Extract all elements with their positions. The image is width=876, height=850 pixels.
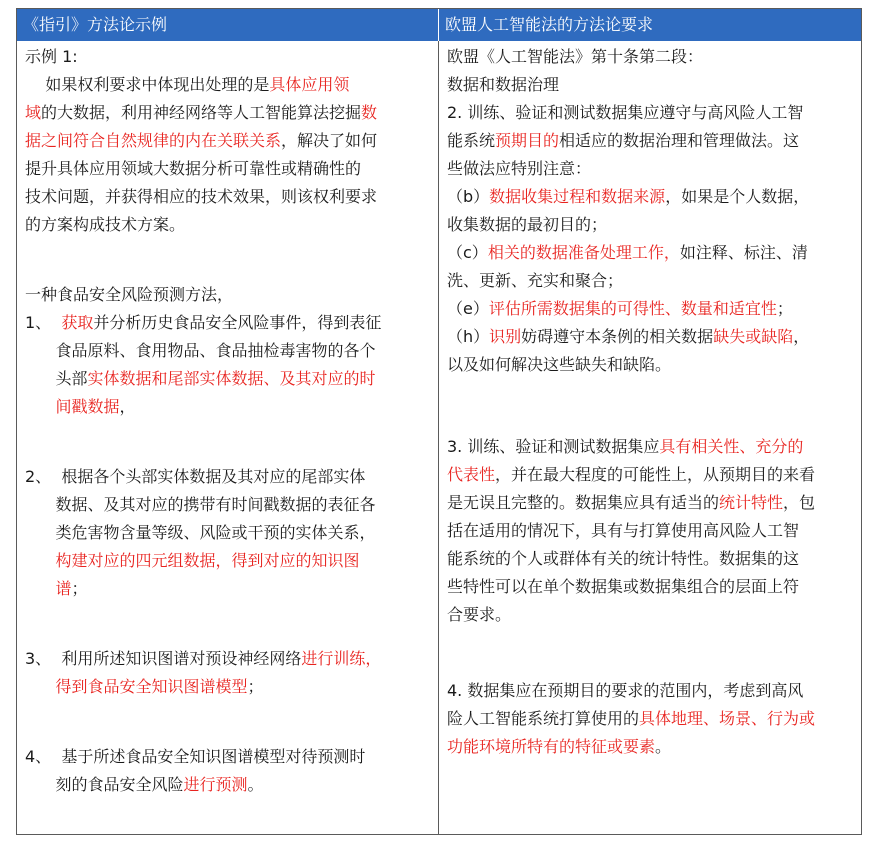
text-line [447, 99, 803, 127]
text-line [25, 43, 78, 71]
highlight-text: 进行训练， [301, 649, 382, 668]
highlight-text: 实体数据和尾部实体数据、及其对应的时 [87, 369, 376, 388]
text-segment: ，如果是个人数据， [665, 187, 810, 206]
text-segment: 能系统的个人或群体有关的统计特性。数据集的这 [447, 549, 800, 568]
highlight-text: 具有相关性、充分的 [659, 437, 804, 456]
text-line [447, 545, 799, 573]
text-segment: 些做法应特别注意： [447, 159, 592, 178]
text-line [25, 127, 377, 155]
text-segment: 1、 [25, 313, 62, 332]
highlight-text: 缺失或缺陷 [713, 327, 794, 346]
highlight-text: 数据收集过程和数据来源 [489, 187, 666, 206]
text-segment: ， [119, 397, 136, 416]
text-line [25, 365, 376, 393]
text-segment: ； [776, 299, 793, 318]
text-segment: 。 [655, 737, 672, 756]
text-line [25, 645, 381, 673]
text-segment: 2、 根据各个头部实体数据及其对应的尾部实体 [25, 467, 366, 486]
text-segment: 技术问题，并获得相应的技术效果，则该权利要求 [25, 187, 378, 206]
text-segment: （c） [447, 243, 488, 262]
text-line [447, 677, 803, 705]
text-segment: 数据和数据治理 [447, 75, 560, 94]
text-segment: 如果权利要求中体现出处理的是 [25, 75, 270, 94]
text-line [25, 463, 365, 491]
text-segment: 能系统 [447, 131, 496, 150]
text-segment: 4. 数据集应在预期目的要求的范围内，考虑到高风 [447, 681, 804, 700]
highlight-text: 代表性 [447, 465, 496, 484]
highlight-text: 间戳数据 [25, 397, 120, 416]
text-line [447, 733, 671, 761]
text-line [447, 43, 703, 71]
right-column [439, 41, 861, 834]
highlight-text: 进行预测 [183, 775, 248, 794]
text-line [25, 491, 376, 519]
text-segment: 以及如何解决这些缺失和缺陷。 [447, 355, 672, 374]
text-line [447, 601, 511, 629]
text-line [25, 743, 365, 771]
text-segment: 些特性可以在单个数据集或数据集组合的层面上符 [447, 577, 800, 596]
text-line [25, 183, 377, 211]
text-segment: 是无误且完整的。数据集应具有适当的 [447, 493, 720, 512]
text-line [447, 155, 591, 183]
highlight-text: 预期目的 [495, 131, 560, 150]
text-segment: ，包 [783, 493, 816, 512]
text-line [447, 295, 793, 323]
text-line [447, 517, 799, 545]
text-line [447, 351, 671, 379]
text-line [447, 71, 559, 99]
text-line [25, 771, 264, 799]
highlight-text: 具体地理、场景、行为或 [639, 709, 816, 728]
text-line [25, 673, 264, 701]
text-segment: 的方案构成技术方案。 [25, 215, 186, 234]
text-segment: 险人工智能系统打算使用的 [447, 709, 640, 728]
text-segment: 4、 基于所述食品安全知识图谱模型对待预测时 [25, 747, 366, 766]
text-segment: 一种食品安全风险预测方法， [25, 285, 234, 304]
text-line [447, 433, 803, 461]
text-segment: 提升具体应用领域大数据分析可靠性或精确性的 [25, 159, 362, 178]
text-segment: 3、 利用所述知识图谱对预设神经网络 [25, 649, 302, 668]
text-line [447, 267, 623, 295]
text-segment: 的大数据，利用神经网络等人工智能算法挖掘 [41, 103, 362, 122]
highlight-text: 得到食品安全知识图谱模型 [25, 677, 248, 696]
text-segment: 括在适用的情况下，具有与打算使用高风险人工智 [447, 521, 800, 540]
text-segment: 3. 训练、验证和测试数据集应 [447, 437, 660, 456]
text-line [447, 573, 799, 601]
text-line [25, 519, 376, 547]
text-segment: ，并在最大程度的可能性上，从预期目的来看 [495, 465, 816, 484]
text-segment: 洗、更新、充实和聚合； [447, 271, 624, 290]
text-segment: ； [247, 677, 264, 696]
header-left: 《指引》方法论示例 [17, 9, 439, 41]
text-line [447, 127, 799, 155]
text-segment: 并分析历史食品安全风险事件，得到表征 [93, 313, 382, 332]
highlight-text: 评估所需数据集的可得性、数量和适宜性 [488, 299, 777, 318]
text-segment: 示例 1: [25, 47, 78, 66]
highlight-text: 构建对应的四元组数据，得到对应的知识图 [25, 551, 360, 570]
highlight-text: 据之间符合自然规律的内在关联关系 [25, 131, 282, 150]
text-segment: 刻的食品安全风险 [25, 775, 184, 794]
highlight-text: 相关的数据准备处理工作， [487, 243, 680, 262]
text-line [447, 323, 809, 351]
text-line [447, 183, 809, 211]
text-segment: 。 [247, 775, 264, 794]
text-segment: （e） [447, 299, 489, 318]
comparison-table [16, 8, 862, 835]
text-segment: 欧盟《人工智能法》第十条第二段： [447, 47, 704, 66]
highlight-text: 数 [361, 103, 378, 122]
text-segment: ； [71, 579, 88, 598]
text-segment: ， [793, 327, 810, 346]
text-segment: 合要求。 [447, 605, 512, 624]
highlight-text: 识别 [489, 327, 522, 346]
text-line [25, 281, 233, 309]
text-line [447, 461, 815, 489]
text-segment: 收集数据的最初目的； [447, 215, 608, 234]
text-line [25, 547, 360, 575]
highlight-text: 功能环境所特有的特征或要素 [447, 737, 656, 756]
text-line [25, 337, 376, 365]
text-line [447, 489, 815, 517]
text-segment: 妨碍遵守本条例的相关数据 [521, 327, 714, 346]
text-segment: 相适应的数据治理和管理做法。这 [559, 131, 800, 150]
highlight-text: 具体应用领 [269, 75, 350, 94]
text-segment: （h） [447, 327, 490, 346]
highlight-text: 域 [25, 103, 42, 122]
text-line [25, 309, 381, 337]
text-segment: 如注释、标注、清 [679, 243, 808, 262]
text-segment: 数据、及其对应的携带有时间戳数据的表征各 [25, 495, 376, 514]
text-line [447, 239, 808, 267]
text-line [25, 155, 361, 183]
text-segment: 食品原料、食用物品、食品抽检毒害物的各个 [25, 341, 376, 360]
text-line [25, 575, 88, 603]
text-line [25, 211, 185, 239]
highlight-text: 谱 [25, 579, 72, 598]
text-segment: （b） [447, 187, 490, 206]
text-segment: 类危害物含量等级、风险或干预的实体关系， [25, 523, 376, 542]
highlight-text: 获取 [61, 313, 94, 332]
text-segment: 头部 [25, 369, 88, 388]
text-line [25, 99, 377, 127]
left-column [17, 41, 439, 834]
text-line [447, 211, 607, 239]
header-right: 欧盟人工智能法的方法论要求 [439, 9, 861, 41]
text-line [25, 71, 349, 99]
text-segment: 2. 训练、验证和测试数据集应遵守与高风险人工智 [447, 103, 804, 122]
text-line [447, 705, 815, 733]
text-segment: ，解决了如何 [281, 131, 378, 150]
text-line [25, 393, 136, 421]
highlight-text: 统计特性 [719, 493, 784, 512]
